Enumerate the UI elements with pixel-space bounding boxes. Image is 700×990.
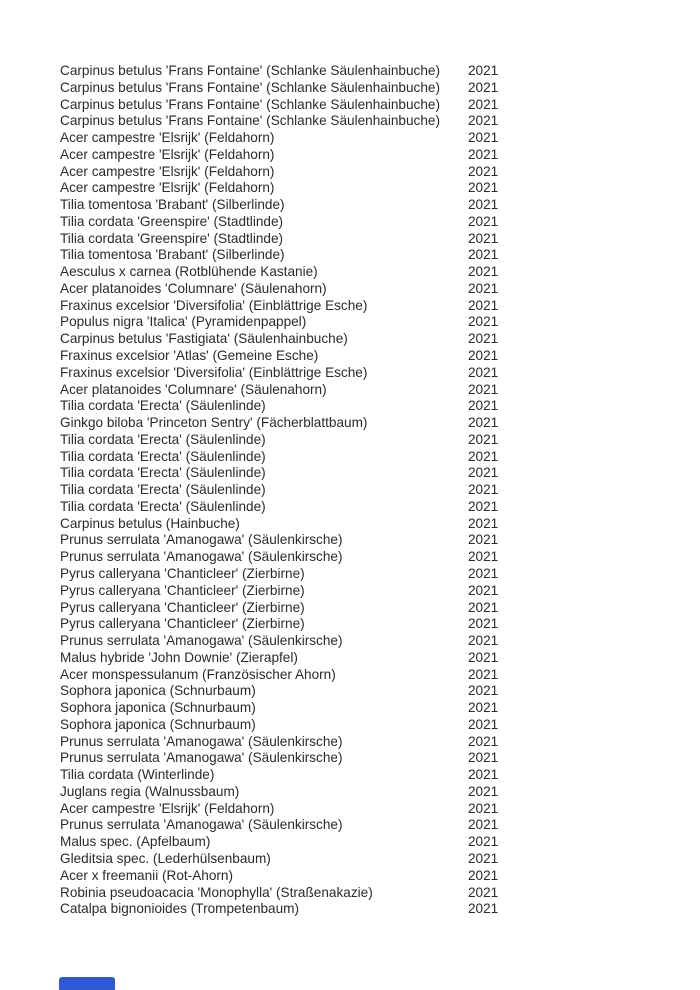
tree-year: 2021 (468, 163, 499, 179)
tree-name: Fraxinus excelsior 'Atlas' (Gemeine Esche) (60, 348, 319, 364)
table-row (60, 885, 680, 902)
tree-year: 2021 (468, 230, 499, 246)
table-row (60, 868, 680, 885)
tree-year: 2021 (468, 431, 499, 447)
table-row (60, 717, 680, 734)
tree-year: 2021 (468, 582, 499, 598)
tree-name: Fraxinus excelsior 'Diversifolia' (Einblättrige Esche) (60, 364, 368, 380)
tree-year: 2021 (468, 767, 499, 783)
table-row (60, 247, 680, 264)
table-row (60, 616, 680, 633)
tree-name: Tilia cordata 'Erecta' (Säulenlinde) (60, 498, 266, 514)
tree-year: 2021 (468, 750, 499, 766)
tree-year: 2021 (468, 649, 499, 665)
tree-name: Acer monspessulanum (Französischer Ahorn) (60, 666, 336, 682)
tree-name: Acer platanoides 'Columnare' (Säulenahorn) (60, 381, 327, 397)
tree-year: 2021 (468, 63, 499, 78)
tree-year: 2021 (468, 364, 499, 380)
table-row (60, 80, 680, 97)
tree-year: 2021 (468, 79, 499, 95)
tree-name: Prunus serrulata 'Amanogawa' (Säulenkirsche) (60, 750, 343, 766)
table-row (60, 231, 680, 248)
tree-year: 2021 (468, 197, 499, 213)
table-row (60, 834, 680, 851)
tree-name: Malus spec. (Apfelbaum) (60, 834, 211, 850)
table-row (60, 750, 680, 767)
tree-year: 2021 (468, 398, 499, 414)
table-row (60, 633, 680, 650)
tree-year: 2021 (468, 113, 499, 129)
tree-year: 2021 (468, 901, 499, 917)
table-row (60, 683, 680, 700)
tree-name: Acer campestre 'Elsrijk' (Feldahorn) (60, 163, 275, 179)
table-row (60, 499, 680, 516)
tree-name: Tilia cordata 'Erecta' (Säulenlinde) (60, 448, 266, 464)
table-row (60, 465, 680, 482)
table-row (60, 298, 680, 315)
table-row (60, 382, 680, 399)
tree-year: 2021 (468, 130, 499, 146)
table-row (60, 482, 680, 499)
tree-name: Gleditsia spec. (Lederhülsenbaum) (60, 850, 271, 866)
tree-name: Tilia cordata 'Erecta' (Säulenlinde) (60, 465, 266, 481)
tree-year: 2021 (468, 549, 499, 565)
tree-name: Tilia cordata 'Erecta' (Säulenlinde) (60, 482, 266, 498)
tree-name: Tilia cordata 'Greenspire' (Stadtlinde) (60, 230, 284, 246)
tree-year: 2021 (468, 599, 499, 615)
tree-name: Tilia cordata (Winterlinde) (60, 767, 215, 783)
tree-name: Ginkgo biloba 'Princeton Sentry' (Fächerblattbaum) (60, 415, 368, 431)
table-row (60, 164, 680, 181)
tree-year: 2021 (468, 716, 499, 732)
tree-name: Carpinus betulus (Hainbuche) (60, 515, 240, 531)
tree-year: 2021 (468, 616, 499, 632)
table-row (60, 63, 680, 80)
table-row (60, 130, 680, 147)
tree-name: Acer platanoides 'Columnare' (Säulenahorn) (60, 280, 327, 296)
tree-list (60, 63, 680, 918)
tree-name: Pyrus calleryana 'Chanticleer' (Zierbirne) (60, 565, 305, 581)
tree-name: Prunus serrulata 'Amanogawa' (Säulenkirsche) (60, 817, 343, 833)
tree-name: Acer campestre 'Elsrijk' (Feldahorn) (60, 800, 275, 816)
tree-name: Sophora japonica (Schnurbaum) (60, 700, 256, 716)
tree-year: 2021 (468, 314, 499, 330)
table-row (60, 532, 680, 549)
table-row (60, 801, 680, 818)
table-row (60, 97, 680, 114)
tree-name: Sophora japonica (Schnurbaum) (60, 683, 256, 699)
tree-year: 2021 (468, 264, 499, 280)
tree-name: Prunus serrulata 'Amanogawa' (Säulenkirsche) (60, 549, 343, 565)
table-row (60, 901, 680, 918)
tree-year: 2021 (468, 213, 499, 229)
table-row (60, 331, 680, 348)
tree-name: Acer x freemanii (Rot-Ahorn) (60, 867, 233, 883)
tree-year: 2021 (468, 633, 499, 649)
table-row (60, 767, 680, 784)
tree-year: 2021 (468, 783, 499, 799)
tree-year: 2021 (468, 565, 499, 581)
tree-name: Pyrus calleryana 'Chanticleer' (Zierbirne) (60, 599, 305, 615)
tree-year: 2021 (468, 297, 499, 313)
tree-year: 2021 (468, 817, 499, 833)
table-row (60, 700, 680, 717)
table-row (60, 449, 680, 466)
tree-name: Carpinus betulus 'Fastigiata' (Säulenhainbuche) (60, 331, 348, 347)
tree-year: 2021 (468, 867, 499, 883)
tree-name: Prunus serrulata 'Amanogawa' (Säulenkirsche) (60, 532, 343, 548)
tree-year: 2021 (468, 381, 499, 397)
table-row (60, 516, 680, 533)
tree-year: 2021 (468, 247, 499, 263)
tree-name: Carpinus betulus 'Frans Fontaine' (Schlanke Säulenhainbuche) (60, 79, 441, 95)
table-row (60, 667, 680, 684)
tree-year: 2021 (468, 884, 499, 900)
table-row (60, 264, 680, 281)
table-row (60, 147, 680, 164)
table-row (60, 734, 680, 751)
tree-year: 2021 (468, 96, 499, 112)
table-row (60, 817, 680, 834)
tree-year: 2021 (468, 498, 499, 514)
table-row (60, 566, 680, 583)
tree-name: Carpinus betulus 'Frans Fontaine' (Schlanke Säulenhainbuche) (60, 96, 441, 112)
tree-name: Tilia cordata 'Erecta' (Säulenlinde) (60, 398, 266, 414)
tree-name: Pyrus calleryana 'Chanticleer' (Zierbirne) (60, 582, 305, 598)
tree-name: Sophora japonica (Schnurbaum) (60, 716, 256, 732)
tree-year: 2021 (468, 280, 499, 296)
tree-name: Pyrus calleryana 'Chanticleer' (Zierbirne) (60, 616, 305, 632)
table-row (60, 398, 680, 415)
tree-year: 2021 (468, 800, 499, 816)
tree-name: Tilia tomentosa 'Brabant' (Silberlinde) (60, 247, 285, 263)
partial-bottom-button[interactable] (59, 977, 115, 990)
tree-name: Prunus serrulata 'Amanogawa' (Säulenkirsche) (60, 633, 343, 649)
tree-year: 2021 (468, 448, 499, 464)
tree-year: 2021 (468, 482, 499, 498)
tree-year: 2021 (468, 348, 499, 364)
tree-name: Tilia tomentosa 'Brabant' (Silberlinde) (60, 197, 285, 213)
tree-name: Fraxinus excelsior 'Diversifolia' (Einblättrige Esche) (60, 297, 368, 313)
tree-name: Prunus serrulata 'Amanogawa' (Säulenkirsche) (60, 733, 343, 749)
table-row (60, 549, 680, 566)
tree-year: 2021 (468, 465, 499, 481)
tree-year: 2021 (468, 415, 499, 431)
tree-year: 2021 (468, 834, 499, 850)
table-row (60, 180, 680, 197)
table-row (60, 214, 680, 231)
tree-name: Acer campestre 'Elsrijk' (Feldahorn) (60, 146, 275, 162)
tree-name: Tilia cordata 'Erecta' (Säulenlinde) (60, 431, 266, 447)
tree-name: Malus hybride 'John Downie' (Zierapfel) (60, 649, 298, 665)
table-row (60, 415, 680, 432)
tree-year: 2021 (468, 532, 499, 548)
table-row (60, 650, 680, 667)
tree-name: Robinia pseudoacacia 'Monophylla' (Straßenakazie) (60, 884, 373, 900)
table-row (60, 600, 680, 617)
tree-year: 2021 (468, 515, 499, 531)
tree-name: Juglans regia (Walnussbaum) (60, 783, 240, 799)
table-row (60, 784, 680, 801)
table-row (60, 113, 680, 130)
tree-name: Carpinus betulus 'Frans Fontaine' (Schlanke Säulenhainbuche) (60, 113, 441, 129)
table-row (60, 432, 680, 449)
table-row (60, 851, 680, 868)
tree-name: Populus nigra 'Italica' (Pyramidenpappel) (60, 314, 307, 330)
table-row (60, 583, 680, 600)
tree-year: 2021 (468, 733, 499, 749)
tree-name: Tilia cordata 'Greenspire' (Stadtlinde) (60, 213, 284, 229)
tree-year: 2021 (468, 683, 499, 699)
tree-year: 2021 (468, 146, 499, 162)
table-row (60, 314, 680, 331)
table-row (60, 348, 680, 365)
table-row (60, 197, 680, 214)
tree-name: Catalpa bignonioides (Trompetenbaum) (60, 901, 300, 917)
tree-name: Acer campestre 'Elsrijk' (Feldahorn) (60, 180, 275, 196)
table-row (60, 365, 680, 382)
table-row (60, 281, 680, 298)
tree-year: 2021 (468, 700, 499, 716)
tree-name: Acer campestre 'Elsrijk' (Feldahorn) (60, 130, 275, 146)
tree-name: Aesculus x carnea (Rotblühende Kastanie) (60, 264, 318, 280)
tree-year: 2021 (468, 666, 499, 682)
tree-year: 2021 (468, 331, 499, 347)
tree-year: 2021 (468, 850, 499, 866)
tree-year: 2021 (468, 180, 499, 196)
tree-name: Carpinus betulus 'Frans Fontaine' (Schlanke Säulenhainbuche) (60, 63, 441, 78)
